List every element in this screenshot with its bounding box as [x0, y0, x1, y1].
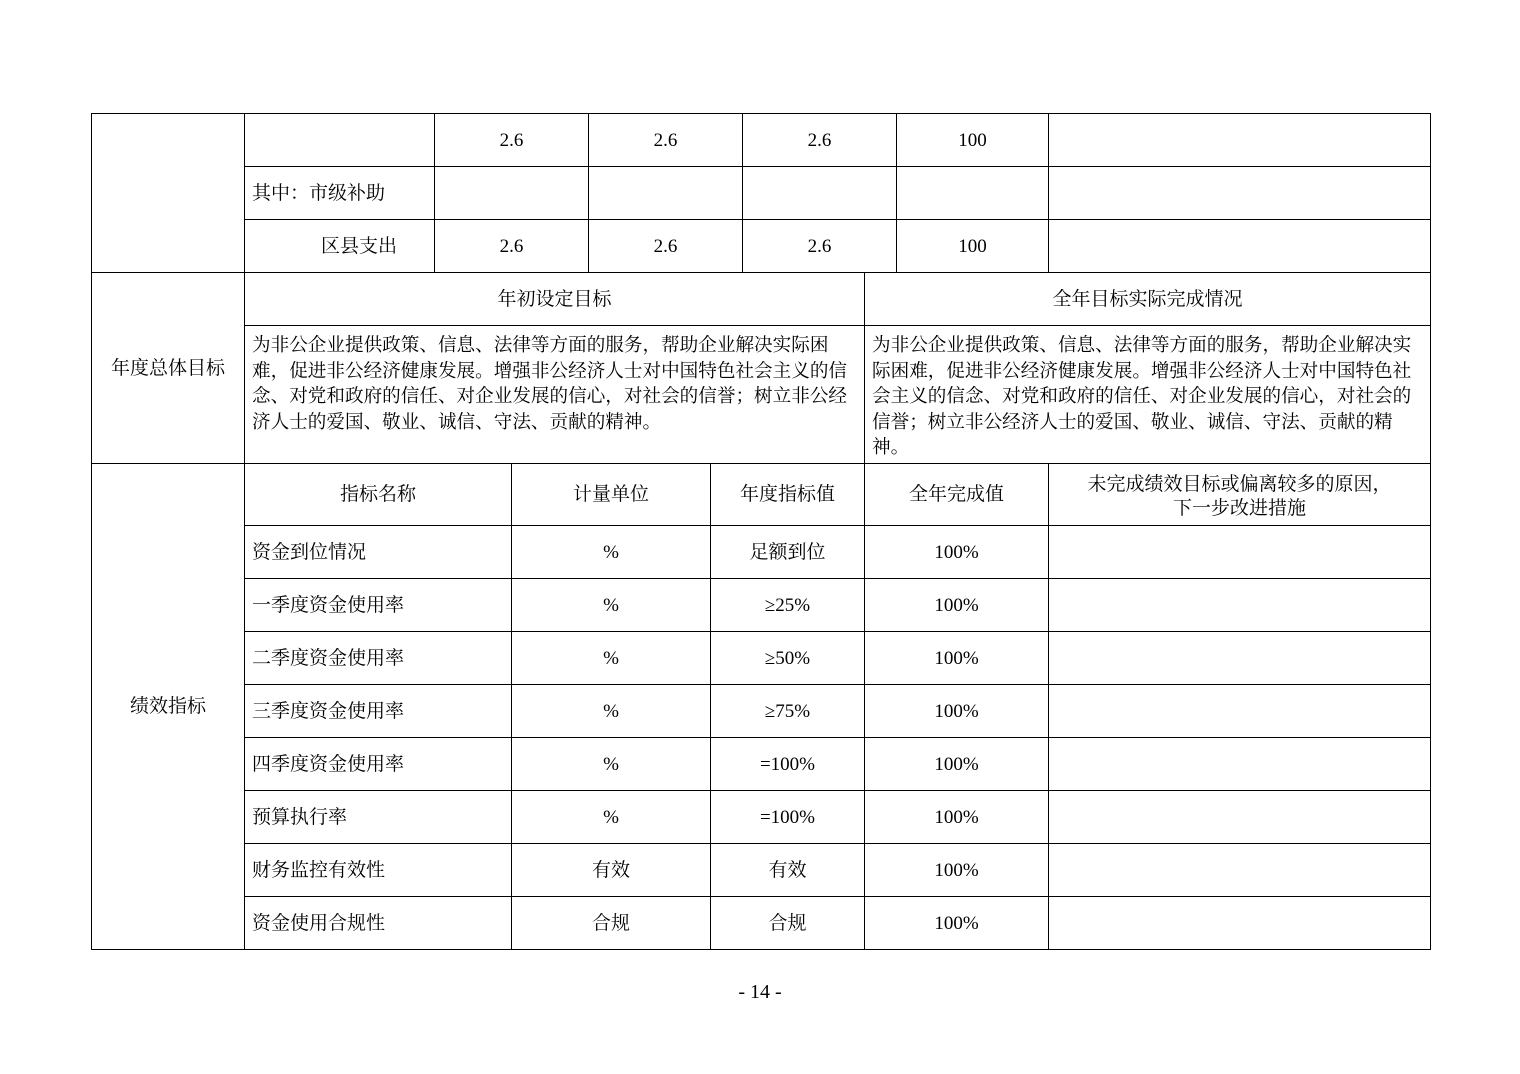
indicator-reason	[1049, 579, 1431, 632]
page-number: - 14 -	[738, 981, 782, 1003]
indicator-actual: 100%	[865, 897, 1049, 950]
table-row	[92, 791, 1431, 844]
indicator-name: 财务监控有效性	[245, 844, 512, 897]
indicator-unit-header: 计量单位	[512, 464, 711, 526]
indicator-reason	[1049, 738, 1431, 791]
indicator-unit: %	[512, 685, 711, 738]
budget-cell: 2.6	[435, 114, 589, 167]
indicator-actual: 100%	[865, 526, 1049, 579]
budget-row-total	[92, 114, 1431, 167]
budget-cell	[1049, 114, 1431, 167]
budget-cell: 2.6	[589, 114, 743, 167]
table-row	[92, 632, 1431, 685]
budget-row-label: 区县支出	[245, 220, 435, 273]
budget-cell	[1049, 167, 1431, 220]
indicator-actual: 100%	[865, 685, 1049, 738]
indicator-name: 二季度资金使用率	[245, 632, 512, 685]
table-row	[92, 738, 1431, 791]
indicator-unit: %	[512, 579, 711, 632]
budget-cell	[435, 167, 589, 220]
indicator-header-row	[92, 464, 1431, 526]
actual-goal-header: 全年目标实际完成情况	[865, 273, 1431, 326]
indicator-target-header: 年度指标值	[711, 464, 865, 526]
indicator-reason	[1049, 844, 1431, 897]
indicator-name-header: 指标名称	[245, 464, 512, 526]
indicator-target: ≥25%	[711, 579, 865, 632]
indicator-unit: %	[512, 632, 711, 685]
indicator-unit: 合规	[512, 897, 711, 950]
reason-header-line1: 未完成绩效目标或偏离较多的原因，	[1087, 472, 1392, 495]
budget-row-label-empty	[92, 114, 245, 273]
indicator-target: 有效	[711, 844, 865, 897]
budget-row-county	[92, 220, 1431, 273]
indicator-unit: 有效	[512, 844, 711, 897]
indicator-reason	[1049, 632, 1431, 685]
indicator-name: 一季度资金使用率	[245, 579, 512, 632]
budget-cell: 2.6	[743, 114, 897, 167]
indicator-actual: 100%	[865, 844, 1049, 897]
indicator-target: =100%	[711, 738, 865, 791]
goal-row-label: 年度总体目标	[92, 273, 245, 464]
indicator-name: 四季度资金使用率	[245, 738, 512, 791]
indicator-name: 资金到位情况	[245, 526, 512, 579]
indicator-reason-header	[1049, 464, 1431, 526]
budget-cell	[1049, 220, 1431, 273]
indicator-actual: 100%	[865, 791, 1049, 844]
goal-text-row	[92, 326, 1431, 464]
budget-cell: 2.6	[589, 220, 743, 273]
budget-cell	[743, 167, 897, 220]
indicator-target: 足额到位	[711, 526, 865, 579]
goal-header-row	[92, 273, 1431, 326]
indicator-actual-header: 全年完成值	[865, 464, 1049, 526]
reason-header-line2: 下一步改进措施	[1172, 496, 1306, 519]
indicator-name: 资金使用合规性	[245, 897, 512, 950]
performance-table	[91, 113, 1431, 950]
table-row	[92, 526, 1431, 579]
indicator-unit: %	[512, 738, 711, 791]
indicator-target: 合规	[711, 897, 865, 950]
budget-cell: 100	[897, 220, 1049, 273]
budget-cell: 2.6	[435, 220, 589, 273]
table-row	[92, 844, 1431, 897]
set-goal-text: 为非公企业提供政策、信息、法律等方面的服务，帮助企业解决实际困难，促进非公经济健康发展。增强非公经济人士对中国特色社会主义的信念、对党和政府的信任、对企业发展的信心，对社会的信誉；树立非公经济人士的爱国、敬业、诚信、守法、贡献的精神。	[245, 326, 865, 464]
budget-cell: 100	[897, 114, 1049, 167]
budget-cell	[897, 167, 1049, 220]
indicator-reason	[1049, 685, 1431, 738]
indicator-name: 三季度资金使用率	[245, 685, 512, 738]
indicator-reason	[1049, 526, 1431, 579]
indicator-unit: %	[512, 526, 711, 579]
budget-cell: 2.6	[743, 220, 897, 273]
budget-row-city	[92, 167, 1431, 220]
indicator-reason	[1049, 897, 1431, 950]
indicator-target: ≥50%	[711, 632, 865, 685]
indicator-name: 预算执行率	[245, 791, 512, 844]
indicator-reason	[1049, 791, 1431, 844]
indicator-actual: 100%	[865, 738, 1049, 791]
table-row	[92, 579, 1431, 632]
budget-row-label: 其中：市级补助	[245, 167, 435, 220]
indicator-actual: 100%	[865, 579, 1049, 632]
budget-cell	[589, 167, 743, 220]
indicator-actual: 100%	[865, 632, 1049, 685]
table-row	[92, 685, 1431, 738]
budget-row-label	[245, 114, 435, 167]
indicator-row-label: 绩效指标	[92, 464, 245, 950]
actual-goal-text: 为非公企业提供政策、信息、法律等方面的服务，帮助企业解决实际困难，促进非公经济健康发展。增强非公经济人士对中国特色社会主义的信念、对党和政府的信任、对企业发展的信心，对社会的信誉；树立非公经济人士的爱国、敬业、诚信、守法、贡献的精神。	[865, 326, 1431, 464]
indicator-unit: %	[512, 791, 711, 844]
table-row	[92, 897, 1431, 950]
indicator-target: =100%	[711, 791, 865, 844]
indicator-target: ≥75%	[711, 685, 865, 738]
set-goal-header: 年初设定目标	[245, 273, 865, 326]
